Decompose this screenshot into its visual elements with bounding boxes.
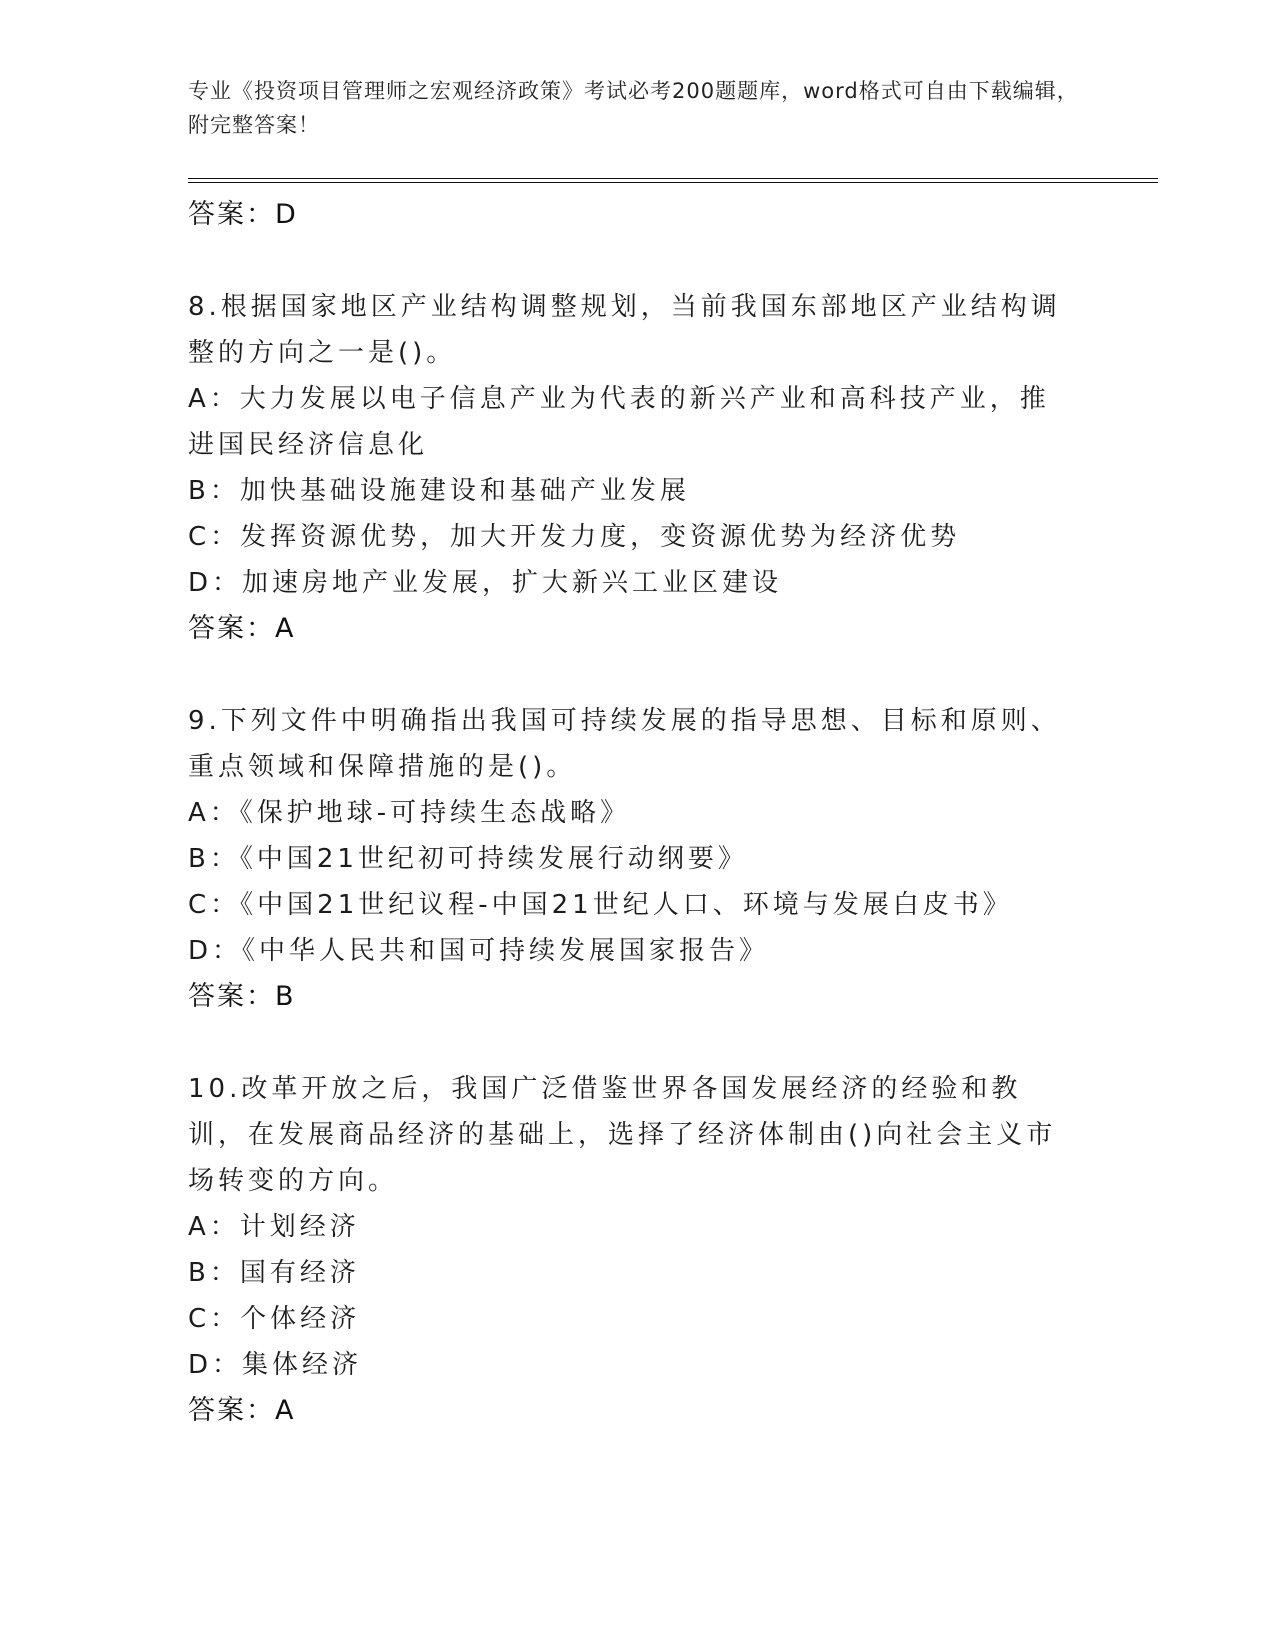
option-b: B：加快基础设施建设和基础产业发展 xyxy=(188,476,690,506)
spacer xyxy=(188,238,1088,284)
spacer xyxy=(188,1020,1088,1066)
question-9 xyxy=(188,698,1088,1020)
header-divider-top xyxy=(188,178,1158,179)
option-a: A：大力发展以电子信息产业为代表的新兴产业和高科技产业，推进国民经济信息化 xyxy=(188,384,1050,460)
option-c: C：个体经济 xyxy=(188,1304,361,1334)
option-b: B：《中国21世纪初可持续发展行动纲要》 xyxy=(188,844,748,874)
option-d: D：集体经济 xyxy=(188,1350,363,1380)
spacer xyxy=(188,652,1088,698)
option-a: A：《保护地球-可持续生态战略》 xyxy=(188,798,631,828)
question-answer: 答案：B xyxy=(188,981,296,1012)
question-stem: 8.根据国家地区产业结构调整规划，当前我国东部地区产业结构调整的方向之一是()。 xyxy=(188,292,1061,368)
option-d: D：加速房地产业发展，扩大新兴工业区建设 xyxy=(188,568,783,598)
question-answer: 答案：A xyxy=(188,1395,296,1426)
option-d: D：《中华人民共和国可持续发展国家报告》 xyxy=(188,936,770,966)
previous-answer: 答案：D xyxy=(188,199,298,230)
document-intro: 专业《投资项目管理师之宏观经济政策》考试必考200题题库，word格式可自由下载编辑，附完整答案！ xyxy=(188,79,1079,137)
header-divider-bottom xyxy=(188,182,1158,183)
question-stem: 10.改革开放之后，我国广泛借鉴世界各国发展经济的经验和教训，在发展商品经济的基础上，选择了经济体制由()向社会主义市场转变的方向。 xyxy=(188,1074,1057,1196)
question-list xyxy=(188,192,1088,1434)
option-c: C：发挥资源优势，加大开发力度，变资源优势为经济优势 xyxy=(188,522,961,552)
question-answer: 答案：A xyxy=(188,613,296,644)
question-8 xyxy=(188,284,1088,652)
option-c: C：《中国21世纪议程-中国21世纪人口、环境与发展白皮书》 xyxy=(188,890,1013,920)
option-b: B：国有经济 xyxy=(188,1258,360,1288)
question-10 xyxy=(188,1066,1088,1434)
option-a: A：计划经济 xyxy=(188,1212,360,1242)
question-stem: 9.下列文件中明确指出我国可持续发展的指导思想、目标和原则、重点领域和保障措施的是()。 xyxy=(188,706,1061,782)
